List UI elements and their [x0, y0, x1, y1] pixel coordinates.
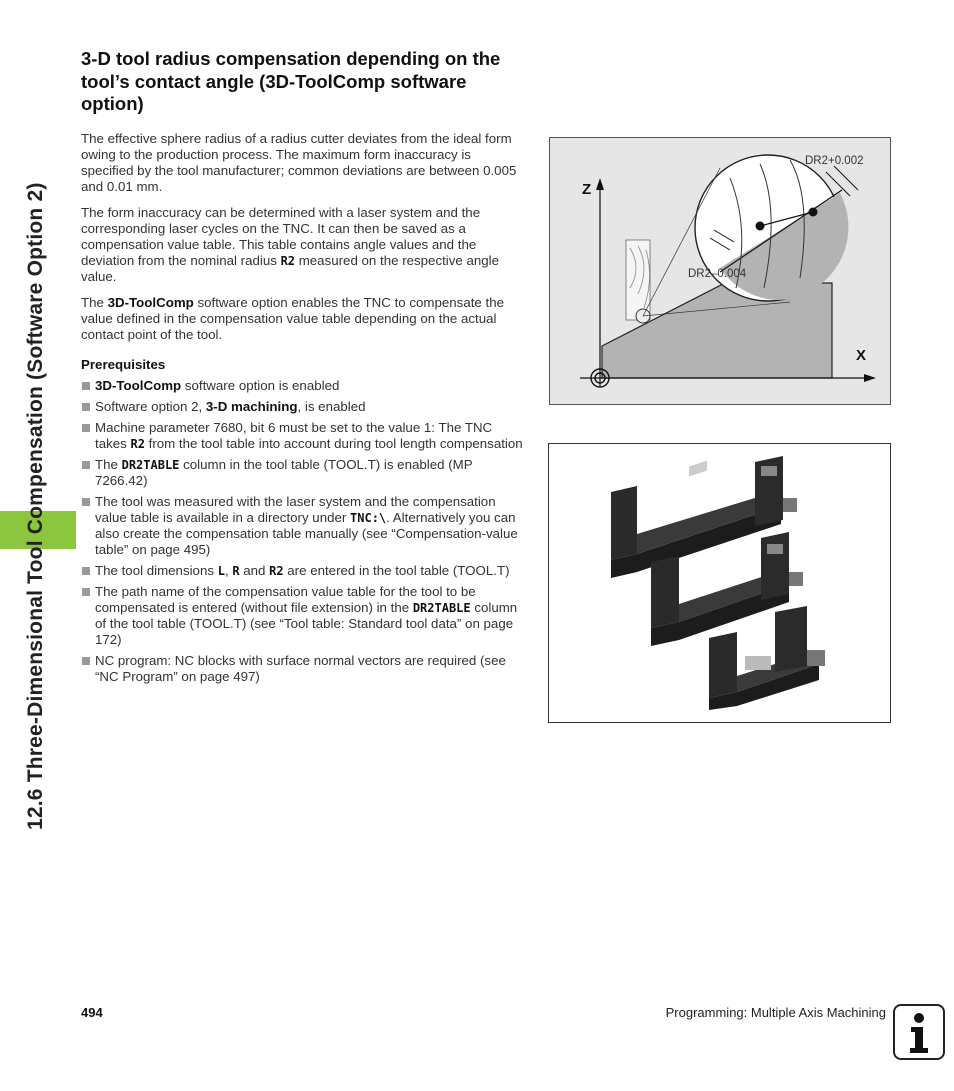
contact-angle-diagram [549, 137, 891, 405]
code-text: R2 [269, 564, 284, 578]
dr-plus-label: DR2+0.002 [805, 155, 864, 167]
z-axis-label: Z [582, 181, 592, 198]
text-span: Software option 2, [95, 399, 206, 414]
list-item [81, 653, 526, 685]
text-span: , is enabled [297, 399, 366, 414]
diagram-svg [550, 138, 890, 404]
text-span: measured on the respective angle value. [81, 253, 500, 284]
code-text: L [217, 564, 225, 578]
list-item [81, 420, 526, 452]
list-item [81, 399, 526, 415]
code-text: R [232, 564, 240, 578]
text-span: NC program: NC blocks with surface normal vectors are required (see “NC Program” on page 497) [95, 653, 506, 684]
list-item [81, 457, 526, 489]
x-axis-arrow [864, 374, 876, 382]
text-span: . Alternatively you can also create the compensation table manually (see “Compensation-value table” on page 495) [95, 510, 518, 557]
bold-3d-toolcomp: 3D-ToolComp [107, 295, 194, 310]
text-span: Machine parameter 7680, bit 6 must be set to the value 1: The TNC takes [95, 420, 493, 451]
laser-system-photo [548, 443, 891, 723]
code-text: DR2TABLE [121, 458, 180, 472]
paragraph-2 [81, 205, 526, 285]
page-number: 494 [81, 1005, 103, 1020]
info-icon [893, 1004, 945, 1060]
code-text: DR2TABLE [412, 601, 471, 615]
text-span: software option is enabled [181, 378, 340, 393]
bold-text: 3D-ToolComp [95, 378, 182, 393]
text-span: software option enables the TNC to compensate the value defined in the compensation value table depending on the actual contact point of the tool. [81, 295, 504, 342]
x-axis-label: X [856, 347, 867, 364]
dr-minus-label: DR2–0.004 [688, 268, 747, 280]
prerequisites-heading: Prerequisites [81, 357, 166, 372]
text-span: The form inaccuracy can be determined with a laser system and the corresponding laser cycles on the TNC. It can then be saved as a compensation value table. This table contains angle values and the deviation from the nominal radius [81, 205, 481, 268]
text-span: , [224, 563, 233, 578]
list-item [81, 563, 526, 579]
list-item [81, 378, 526, 394]
list-item [81, 494, 526, 558]
laser-photo-svg [549, 444, 890, 722]
text-span: The [95, 457, 122, 472]
text-span: The tool was measured with the laser system and the compensation value table is available in a directory under [95, 494, 496, 525]
list-item [81, 584, 526, 648]
code-text: R2 [130, 437, 145, 451]
section-title: 3-D tool radius compensation depending on the tool’s contact angle (3D-ToolComp software option) [81, 48, 501, 114]
paragraph-1: The effective sphere radius of a radius cutter deviates from the ideal form owing to the production process. The maximum form inaccuracy is specified by the tool manufacturer; common deviations are between 0.005 and 0.01 mm. [81, 131, 517, 194]
chapter-title-vertical: 12.6 Three-Dimensional Tool Compensation (Software Option 2) [24, 182, 47, 830]
code-r2: R2 [280, 254, 296, 268]
text-span: from the tool table into account during tool length compensation [144, 436, 523, 451]
text-span: column of the tool table (TOOL.T) (see “Tool table: Standard tool data” on page 172) [95, 600, 518, 647]
text-span: and [239, 563, 270, 578]
bold-text: 3-D machining [205, 399, 298, 414]
chapter-sidebar [0, 0, 76, 1091]
prerequisites-list [81, 378, 526, 685]
text-span: The [81, 295, 108, 310]
paragraph-3 [81, 295, 526, 343]
z-axis-arrow [596, 178, 604, 190]
text-span: column in the tool table (TOOL.T) is enabled (MP 7266.42) [95, 457, 473, 488]
info-glyph [895, 1006, 943, 1058]
text-span: The tool dimensions [95, 563, 218, 578]
text-span: The path name of the compensation value table for the tool to be compensated is entered (without file extension) in the [95, 584, 476, 615]
text-span: are entered in the tool table (TOOL.T) [283, 563, 510, 578]
main-text [81, 131, 526, 690]
footer-chapter: Programming: Multiple Axis Machining [665, 1005, 886, 1020]
dr-plus-marker-2 [834, 166, 858, 190]
code-text: TNC:\ [350, 511, 387, 525]
